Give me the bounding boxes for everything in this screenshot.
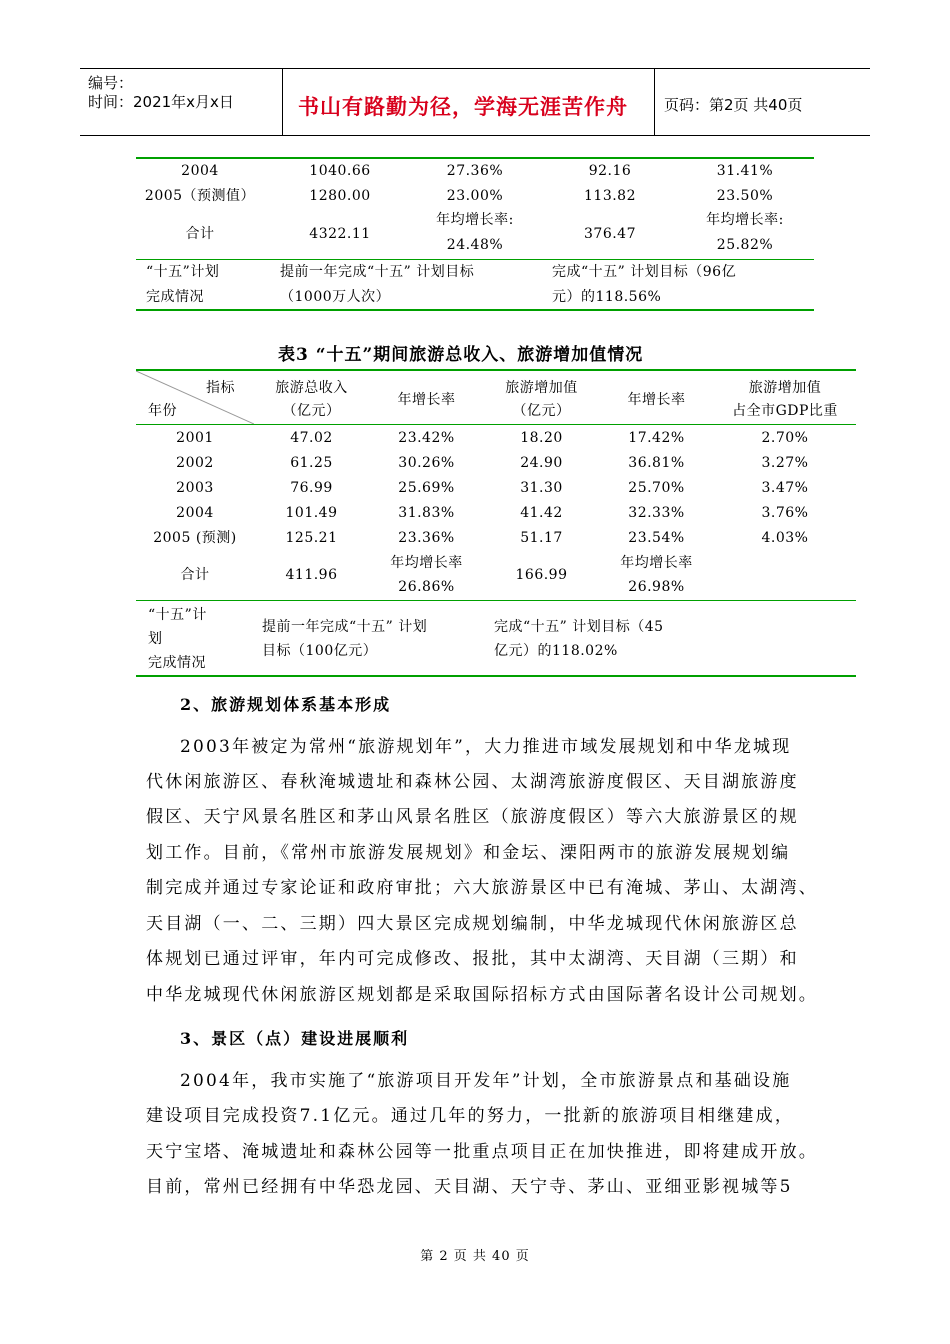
table3-corner-bottom: 年份 [148, 403, 177, 419]
table-cell: 31.83% [398, 505, 455, 521]
table-cell: 年均增长率 [620, 555, 693, 571]
header-motto: 书山有路勤为径，学海无涯苦作舟 [298, 95, 628, 119]
table-cell: “十五”计划 [146, 264, 220, 280]
section2-line: 假区、天宁风景名胜区和茅山风景名胜区（旅游度假区）等六大旅游景区的规 [146, 807, 799, 827]
table-cell: 年均增长率: [436, 212, 514, 228]
table-cell: 51.17 [520, 530, 563, 546]
table-cell: 23.36% [398, 530, 455, 546]
table-cell: 3.27% [761, 455, 809, 471]
table-cell: 101.49 [285, 505, 338, 521]
table-cell: 提前一年完成“十五” 计划目标 [280, 264, 475, 280]
table-cell: 1280.00 [309, 188, 371, 204]
table-cell: 4.03% [761, 530, 809, 546]
table3-header: 旅游增加值 [748, 380, 822, 396]
table-cell: 61.25 [290, 455, 333, 471]
table-cell: 25.70% [628, 480, 685, 496]
table-cell: 3.47% [761, 480, 809, 496]
table-cell: 目标（100亿元） [262, 643, 378, 659]
table-cell: 2003 [176, 480, 214, 496]
table-cell: 3.76% [761, 505, 809, 521]
section2-line: 中华龙城现代休闲旅游区规划都是采取国际招标方式由国际著名设计公司规划。 [146, 985, 818, 1005]
table3-plan-rule [136, 600, 856, 601]
table-cell: 2004 [181, 163, 219, 179]
table-cell: 23.50% [716, 188, 774, 204]
header-code-label: 编号： [88, 74, 134, 92]
table3-corner-top: 指标 [206, 380, 235, 396]
table-cell: 合计 [180, 567, 210, 583]
table3-header: 年增长率 [397, 392, 456, 408]
table-cell: 18.20 [520, 430, 563, 446]
table3-header: 旅游增加值 [505, 380, 578, 396]
table-cell: 2005 (预测) [153, 530, 237, 546]
table3-header: （亿元） [512, 403, 571, 419]
table-cell: 完成“十五” 计划目标（96亿 [552, 264, 737, 280]
table-cell: （1000万人次） [280, 289, 391, 305]
table-cell: 1040.66 [309, 163, 371, 179]
table-cell: 376.47 [584, 226, 636, 242]
table3-header-rule [136, 424, 856, 425]
table-cell: 2002 [176, 455, 214, 471]
page-footer: 第 2 页 共 40 页 [420, 1249, 530, 1264]
table-cell: 元）的118.56% [552, 289, 662, 305]
table-cell: “十五”计 [148, 607, 207, 623]
section3-line: 天宁宝塔、淹城遗址和森林公园等一批重点项目正在加快推进，即将建成开放。 [146, 1142, 818, 1162]
table-cell: 25.69% [398, 480, 455, 496]
section3-heading: 3、景区（点）建设进展顺利 [180, 1029, 410, 1048]
table-cell: 4322.11 [309, 226, 371, 242]
table-cell: 125.21 [285, 530, 338, 546]
table-cell: 2005（预测值） [144, 188, 256, 204]
table-cell: 合计 [185, 226, 215, 242]
table-cell: 26.86% [398, 579, 455, 595]
table-cell: 166.99 [515, 567, 568, 583]
table-cell: 23.54% [628, 530, 685, 546]
table-cell: 亿元）的118.02% [494, 643, 618, 659]
table-cell: 17.42% [628, 430, 685, 446]
table-cell: 年均增长率: [706, 212, 784, 228]
table3-bottom-rule [136, 675, 856, 677]
table-cell: 36.81% [628, 455, 685, 471]
table-cell: 2.70% [761, 430, 809, 446]
header-page-info: 页码：第2页 共40页 [664, 96, 803, 114]
header-top-rule [80, 68, 870, 69]
table3-header: 旅游总收入 [275, 380, 348, 396]
table-cell: 25.82% [716, 237, 774, 253]
section2-line: 划工作。目前，《常州市旅游发展规划》和金坛、溧阳两市的旅游发展规划编 [146, 843, 791, 863]
section2-line: 代休闲旅游区、春秋淹城遗址和森林公园、太湖湾旅游度假区、天目湖旅游度 [146, 772, 799, 792]
table-cell: 完成情况 [146, 289, 204, 305]
header-date: 时间：2021年x月x日 [88, 93, 234, 111]
table-cell: 完成“十五” 计划目标（45 [494, 619, 664, 635]
table-cell: 31.41% [716, 163, 774, 179]
table-cell: 411.96 [285, 567, 338, 583]
table-cell: 划 [148, 631, 163, 647]
section2-heading: 2、旅游规划体系基本形成 [180, 695, 392, 714]
table3-caption: 表3 “十五”期间旅游总收入、旅游增加值情况 [278, 345, 644, 365]
table-cell: 23.00% [446, 188, 504, 204]
table-cell: 30.26% [398, 455, 455, 471]
header-divider-left [282, 68, 283, 135]
table-cell: 26.98% [628, 579, 685, 595]
section2-line: 天目湖（一、二、三期）四大景区完成规划编制，中华龙城现代休闲旅游区总 [146, 914, 799, 934]
table-cell: 27.36% [446, 163, 504, 179]
section3-line: 建设项目完成投资7.1亿元。通过几年的努力，一批新的旅游项目相继建成， [146, 1106, 795, 1126]
table3-header: （亿元） [282, 403, 341, 419]
table-cell: 完成情况 [148, 655, 206, 671]
table3-header: 年增长率 [627, 392, 686, 408]
table-cell: 24.90 [520, 455, 563, 471]
section2-line: 体规划已通过评审，年内可完成修改、报批，其中太湖湾、天目湖（三期）和 [146, 949, 799, 969]
table-cell: 47.02 [290, 430, 333, 446]
table-cell: 年均增长率 [390, 555, 463, 571]
table-cell: 31.30 [520, 480, 563, 496]
section2-line: 2003年被定为常州“旅游规划年”，大力推进市域发展规划和中华龙城现 [180, 737, 792, 757]
table-cell: 76.99 [290, 480, 333, 496]
table-cell: 32.33% [628, 505, 685, 521]
table2-bottom-rule [136, 309, 814, 311]
table-cell: 23.42% [398, 430, 455, 446]
table-cell: 2004 [176, 505, 214, 521]
header-divider-right [654, 68, 655, 135]
table-cell: 113.82 [584, 188, 636, 204]
header-bottom-rule [80, 135, 870, 136]
section2-line: 制完成并通过专家论证和政府审批；六大旅游景区中已有淹城、茅山、太湖湾、 [146, 878, 818, 898]
table3-header: 占全市GDP比重 [732, 403, 838, 419]
table-cell: 2001 [176, 430, 214, 446]
table-cell: 92.16 [588, 163, 632, 179]
table-cell: 提前一年完成“十五” 计划 [262, 619, 428, 635]
section3-line: 2004年，我市实施了“旅游项目开发年”计划，全市旅游景点和基础设施 [180, 1071, 792, 1091]
section3-line: 目前，常州已经拥有中华恐龙园、天目湖、天宁寺、茅山、亚细亚影视城等5 [146, 1177, 793, 1197]
table-cell: 41.42 [520, 505, 563, 521]
table-cell: 24.48% [446, 237, 504, 253]
